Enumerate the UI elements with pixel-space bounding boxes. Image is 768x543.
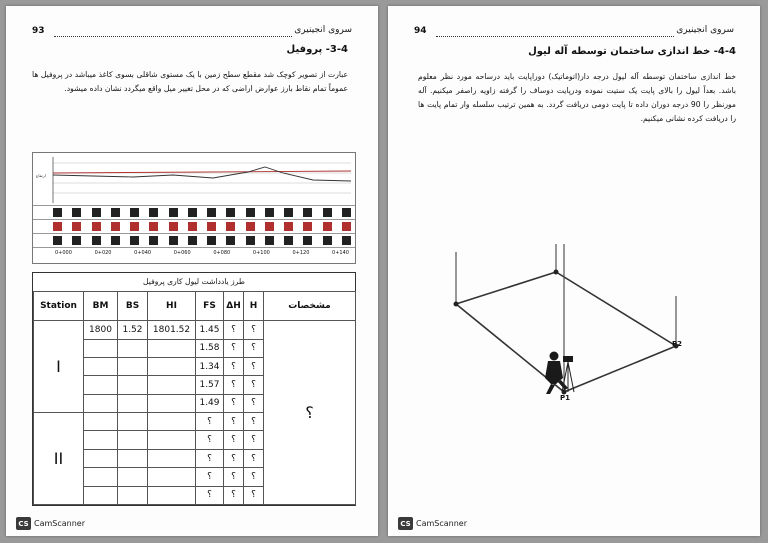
building-layout-figure <box>418 244 748 414</box>
svg-text:ارتفاع: ارتفاع <box>36 173 46 178</box>
cell-fs: ؟ <box>196 449 224 467</box>
cell-h: ؟ <box>244 394 264 412</box>
page-header <box>414 24 734 40</box>
cell-fs: ؟ <box>196 468 224 486</box>
leveling-table <box>33 291 356 505</box>
cell-h: ؟ <box>244 321 264 339</box>
profile-drawing <box>32 152 356 264</box>
header-title: سروی انجینیری <box>676 25 734 35</box>
col-remarks: مشخصات <box>264 292 356 321</box>
camscanner-watermark <box>398 517 467 530</box>
camscanner-watermark <box>16 517 85 530</box>
tick-label: 0+100 <box>252 250 270 256</box>
cell-fs: ؟ <box>196 431 224 449</box>
cell-fs: ؟ <box>196 413 224 431</box>
section-heading: 3-4- پروفیل <box>286 44 348 55</box>
tick-label: 0+000 <box>55 250 72 256</box>
survey-table-box <box>32 272 356 506</box>
cell-hi: 1801.52 <box>148 321 196 339</box>
table-title: طرز یادداشت لیول کاری پروفیل <box>33 273 355 292</box>
cell-h: ؟ <box>244 486 264 504</box>
cell-dh: ؟ <box>224 431 244 449</box>
profile-ticks <box>55 250 349 256</box>
page-number: 93 <box>32 26 45 36</box>
point-label-p2: P2 <box>672 340 683 348</box>
watermark-text: CamScanner <box>34 519 86 528</box>
header-title: سروی انجینیری <box>294 25 352 35</box>
cell-bs: 1.52 <box>118 321 148 339</box>
cell-h: ؟ <box>244 431 264 449</box>
left-page <box>6 6 378 536</box>
tick-label: 0+080 <box>213 250 231 256</box>
table-row <box>34 321 356 339</box>
cell-h: ؟ <box>244 449 264 467</box>
header-dots <box>54 36 292 37</box>
tick-label: 0+040 <box>134 250 152 256</box>
col-hi: HI <box>148 292 196 321</box>
camscanner-logo-icon: CS <box>398 517 413 530</box>
tick-label: 0+060 <box>173 250 191 256</box>
right-page <box>388 6 760 536</box>
cell-dh: ؟ <box>224 394 244 412</box>
tick-label: 0+140 <box>332 250 349 256</box>
section-paragraph: عبارت از تصویر کوچک شد مقطع سطح زمین با یک مستوی شاقلی بسوی کاغذ میباشد در پروفیل ها عموماً تمام نقاط بارز عوارض اراضی که در محل تغییر میل واقع میگردد نشان داده میشود. <box>32 70 348 93</box>
station-one: I <box>34 321 84 413</box>
cell-dh: ؟ <box>224 486 244 504</box>
col-station: Station <box>34 292 84 321</box>
col-h: H <box>244 292 264 321</box>
cell-dh: ؟ <box>224 413 244 431</box>
cell-h: ؟ <box>244 376 264 394</box>
cell-dh: ؟ <box>224 468 244 486</box>
cell-h: ؟ <box>244 357 264 375</box>
point-label-p1: P1 <box>560 394 571 402</box>
col-bm: BM <box>84 292 118 321</box>
tick-label: 0+020 <box>94 250 112 256</box>
tick-label: 0+120 <box>292 250 310 256</box>
col-dh: ΔH <box>224 292 244 321</box>
cell-dh: ؟ <box>224 449 244 467</box>
profile-graph <box>33 153 355 205</box>
section-heading: 4-4- خط اندازی ساختمان توسطه آله لیول <box>528 46 736 57</box>
cell-h: ؟ <box>244 413 264 431</box>
col-fs: FS <box>196 292 224 321</box>
cell-fs: 1.34 <box>196 357 224 375</box>
cell-dh: ؟ <box>224 321 244 339</box>
cell-dh: ؟ <box>224 357 244 375</box>
cell-fs: 1.45 <box>196 321 224 339</box>
table-header-row <box>34 292 356 321</box>
cell-fs: 1.49 <box>196 394 224 412</box>
cell-dh: ؟ <box>224 376 244 394</box>
cell-fs: 1.58 <box>196 339 224 357</box>
watermark-text: CamScanner <box>416 519 468 528</box>
cell-bm: 1800 <box>84 321 118 339</box>
camscanner-logo-icon: CS <box>16 517 31 530</box>
cell-h: ؟ <box>244 339 264 357</box>
col-bs: BS <box>118 292 148 321</box>
cell-h: ؟ <box>244 468 264 486</box>
cell-remarks: ؟ <box>264 321 356 505</box>
page-header <box>32 24 352 40</box>
cell-fs: ؟ <box>196 486 224 504</box>
header-dots <box>436 36 674 37</box>
cell-fs: 1.57 <box>196 376 224 394</box>
station-two: II <box>34 413 84 505</box>
page-number: 94 <box>414 26 427 36</box>
cell-dh: ؟ <box>224 339 244 357</box>
section-paragraph: خط اندازی ساختمان توسطه آله لیول درجه دار(اتوماتیک) دوراپایت باید درساحه مورد نظر معلوم باشد. بعداً لیول را بالای پایت یک ستیت نموده ودرپایت دوساف را گرفته زاویه راصفر میکنیم. آله مورنظر را 90 درجه دوران داده تا پایت دومی دریافت گردد. به همین ترتیب سلسله وار تمام پایت ها را دریافت کرده نشانی میکنیم. <box>418 72 737 123</box>
